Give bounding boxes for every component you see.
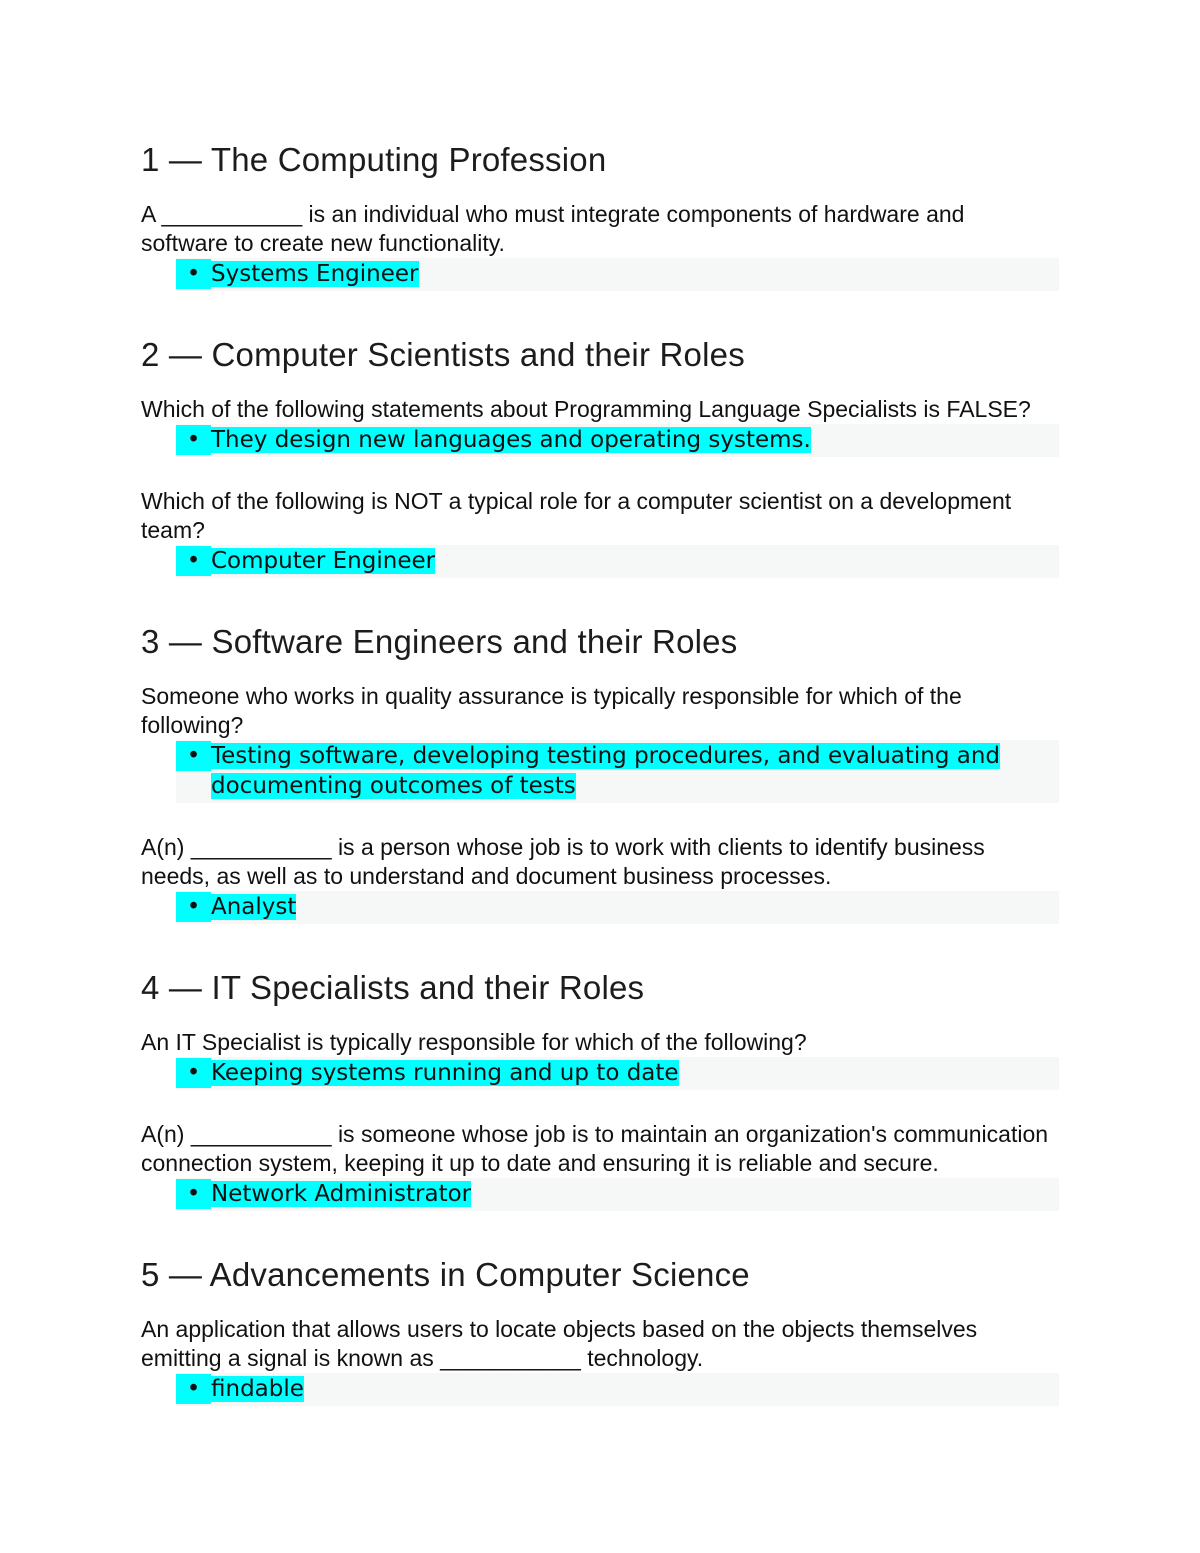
question-block xyxy=(141,1315,1059,1406)
bullet-icon: • xyxy=(176,1179,211,1209)
answer-item xyxy=(176,891,1059,924)
question-block xyxy=(141,200,1059,291)
question-block xyxy=(141,1028,1059,1090)
question-text: An application that allows users to locate objects based on the objects themselves emitting a signal is known as ___________ technology. xyxy=(141,1316,978,1371)
answer-text: Computer Engineer xyxy=(211,548,436,574)
section-1 xyxy=(141,140,1059,291)
question-block xyxy=(141,395,1059,457)
answer-text: Testing software, developing testing procedures, and evaluating and documenting outcomes of tests xyxy=(211,743,1001,799)
question-text: Which of the following statements about Programming Language Specialists is FALSE? xyxy=(141,396,1031,422)
bullet-icon: • xyxy=(176,1374,211,1404)
answer-text: Network Administrator xyxy=(211,1181,472,1207)
answer-item xyxy=(176,424,1059,457)
section-title: 5 — Advancements in Computer Science xyxy=(141,1256,750,1293)
question-block xyxy=(141,1120,1059,1211)
section-title: 1 — The Computing Profession xyxy=(141,141,607,178)
document-page xyxy=(141,140,1059,1436)
bullet-icon: • xyxy=(176,259,211,289)
section-title: 3 — Software Engineers and their Roles xyxy=(141,623,738,660)
bullet-icon: • xyxy=(176,1058,211,1088)
answer-item xyxy=(176,1057,1059,1090)
answer-text: They design new languages and operating systems. xyxy=(211,427,811,453)
question-text: An IT Specialist is typically responsible for which of the following? xyxy=(141,1029,807,1055)
question-block xyxy=(141,487,1059,578)
question-text: A(n) ___________ is someone whose job is to maintain an organization's communication connection system, keeping it up to date and ensuring it is reliable and secure. xyxy=(141,1121,1049,1176)
answer-item xyxy=(176,1178,1059,1211)
section-title: 2 — Computer Scientists and their Roles xyxy=(141,336,745,373)
bullet-icon: • xyxy=(176,741,211,771)
bullet-icon: • xyxy=(176,425,211,455)
answer-text: Analyst xyxy=(211,894,297,920)
answer-text: Keeping systems running and up to date xyxy=(211,1060,679,1086)
section-4 xyxy=(141,968,1059,1211)
section-title: 4 — IT Specialists and their Roles xyxy=(141,969,645,1006)
question-text: A ___________ is an individual who must integrate components of hardware and software to create new functionality. xyxy=(141,201,965,256)
question-block xyxy=(141,833,1059,924)
answer-item xyxy=(176,740,1059,803)
bullet-icon: • xyxy=(176,546,211,576)
question-text: Someone who works in quality assurance is typically responsible for which of the following? xyxy=(141,683,962,738)
section-2 xyxy=(141,335,1059,578)
section-3 xyxy=(141,622,1059,924)
answer-text: Systems Engineer xyxy=(211,261,419,287)
answer-item xyxy=(176,258,1059,291)
section-5 xyxy=(141,1255,1059,1406)
answer-text: findable xyxy=(211,1376,304,1402)
answer-item xyxy=(176,1373,1059,1406)
question-text: A(n) ___________ is a person whose job is to work with clients to identify business needs, as well as to understand and document business processes. xyxy=(141,834,985,889)
bullet-icon: • xyxy=(176,892,211,922)
question-text: Which of the following is NOT a typical role for a computer scientist on a development team? xyxy=(141,488,1012,543)
answer-item xyxy=(176,545,1059,578)
question-block xyxy=(141,682,1059,803)
